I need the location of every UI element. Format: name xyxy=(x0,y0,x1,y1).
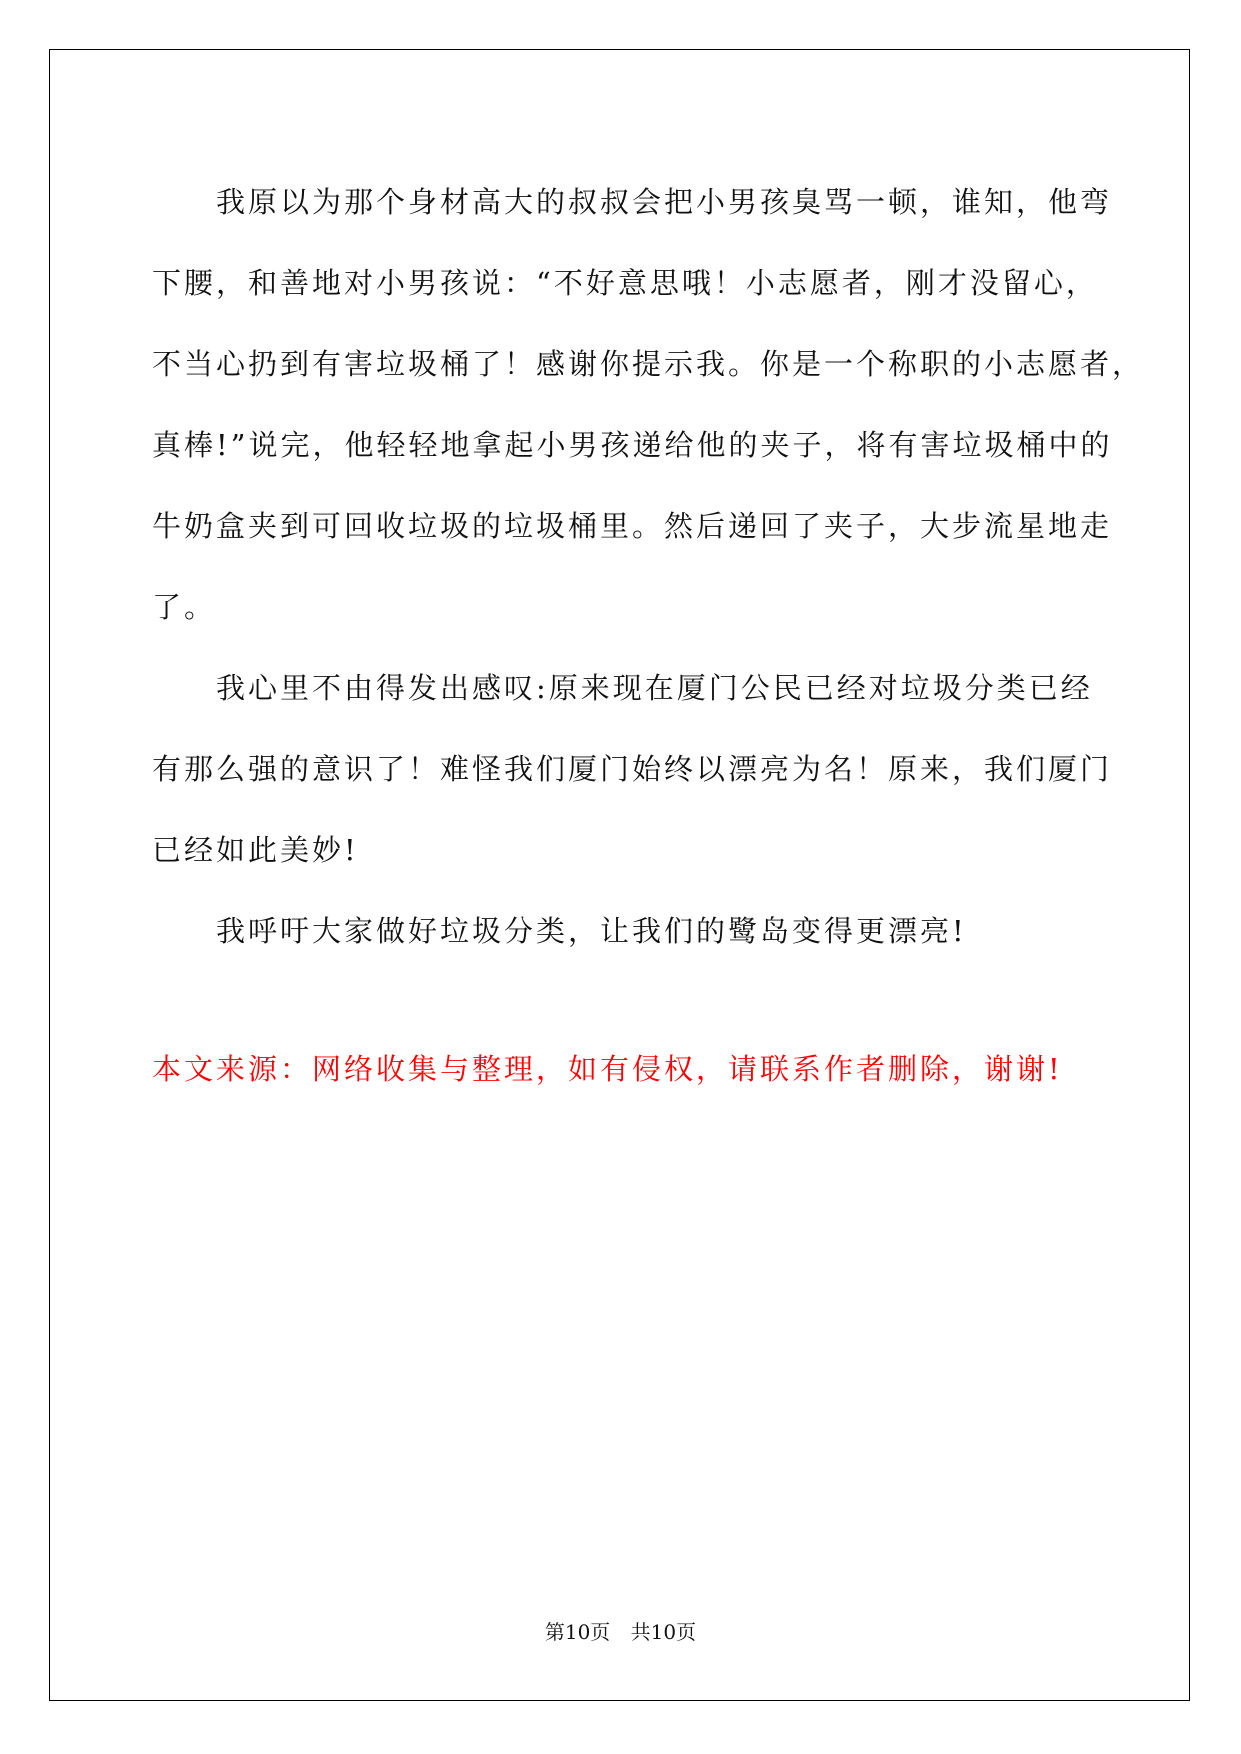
text-line: 不当心扔到有害垃圾桶了！感谢你提示我。你是一个称职的小志愿者， xyxy=(152,347,1145,381)
paragraph-1 xyxy=(152,162,1145,648)
text-line: 我呼吁大家做好垃圾分类，让我们的鹭岛变得更漂亮! xyxy=(216,914,967,948)
text-line: 牛奶盒夹到可回收垃圾的垃圾桶里。然后递回了夹子，大步流星地走 xyxy=(152,509,1113,543)
text-line: 有那么强的意识了！难怪我们厦门始终以漂亮为名！原来，我们厦门 xyxy=(152,752,1113,786)
paragraph-2 xyxy=(152,648,1113,891)
text-line: 已经如此美妙! xyxy=(152,833,359,867)
page-current: 第10页 xyxy=(544,1620,611,1644)
text-line: 真棒!”说完，他轻轻地拿起小男孩递给他的夹子，将有害垃圾桶中的 xyxy=(152,428,1113,462)
text-line: 下腰，和善地对小男孩说：“不好意思哦！小志愿者，刚才没留心， xyxy=(152,266,1098,300)
text-line: 我心里不由得发出感叹:原来现在厦门公民已经对垃圾分类已经 xyxy=(216,671,1093,705)
text-line: 我原以为那个身材高大的叔叔会把小男孩臭骂一顿，谁知，他弯 xyxy=(216,185,1113,219)
paragraph-3 xyxy=(152,891,1097,972)
page-footer xyxy=(0,1616,1241,1645)
document-body xyxy=(152,162,1145,972)
text-line: 了。 xyxy=(152,590,217,624)
source-note: 本文来源：网络收集与整理，如有侵权，请联系作者删除，谢谢! xyxy=(152,1052,1063,1086)
page-total: 共10页 xyxy=(630,1620,697,1644)
